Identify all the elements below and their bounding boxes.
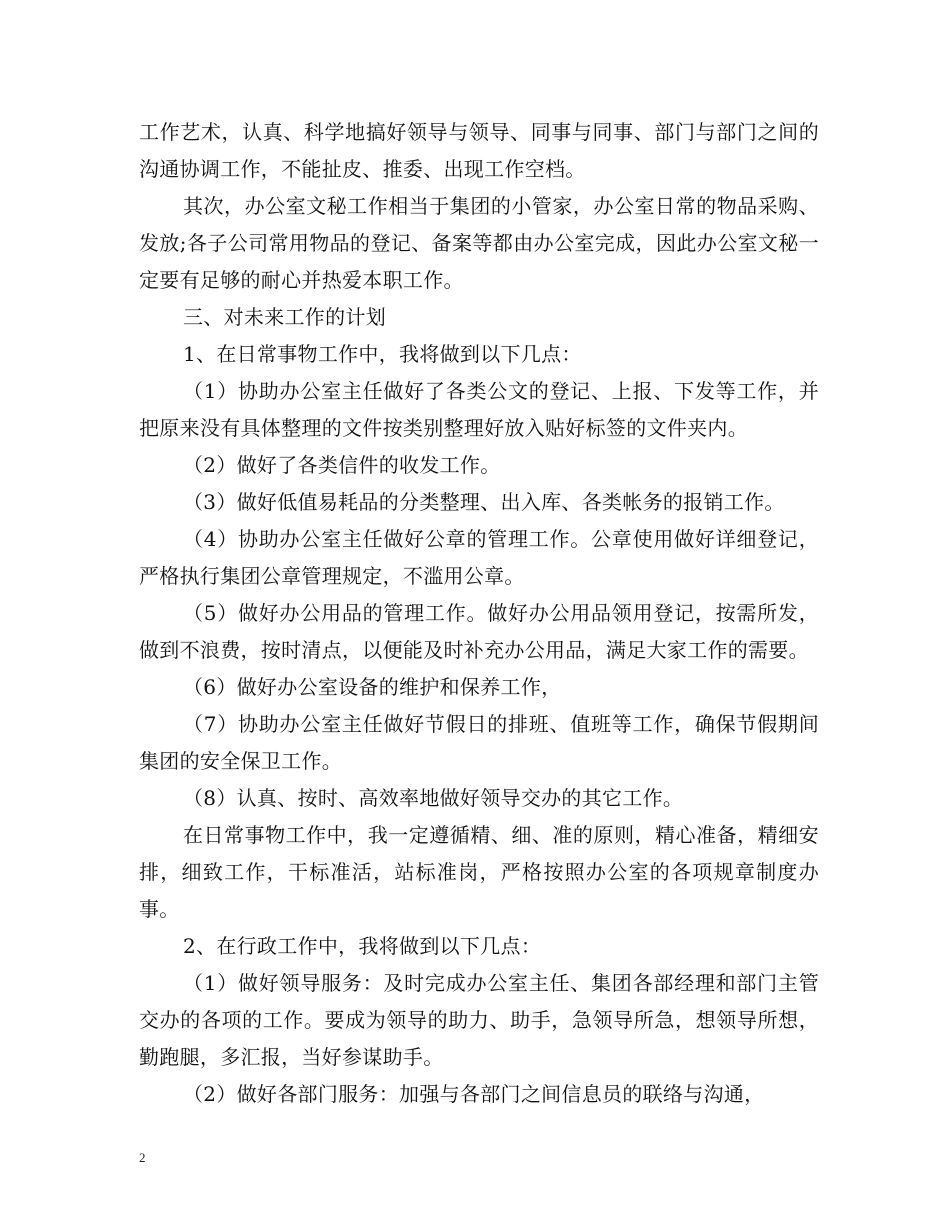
- paragraph-1: 工作艺术，认真、科学地搞好领导与领导、同事与同事、部门与部门之间的沟通协调工作，不能扯皮、推委、出现工作空档。: [139, 120, 819, 181]
- subsection-administrative-work: 2、在行政工作中，我将做到以下几点：: [183, 934, 542, 958]
- list-item-daily-4: （4）协助办公室主任做好公章的管理工作。公章使用做好详细登记，严格执行集团公章管理规定，不滥用公章。: [139, 527, 819, 588]
- list-item-daily-1: （1）协助办公室主任做好了各类公文的登记、上报、下发等工作，并把原来没有具体整理的文件按类别整理好放入贴好标签的文件夹内。: [139, 379, 819, 440]
- list-item-daily-7: （7）协助办公室主任做好节假日的排班、值班等工作，确保节假期间集团的安全保卫工作。: [139, 712, 819, 773]
- page-number: 2: [139, 1150, 146, 1165]
- list-item-daily-2: （2）做好了各类信件的收发工作。: [183, 453, 501, 477]
- section-heading-future-plan: 三、对未来工作的计划: [183, 305, 386, 329]
- paragraph-2: 其次，办公室文秘工作相当于集团的小管家，办公室日常的物品采购、发放;各子公司常用物品的登记、备案等都由办公室完成，因此办公室文秘一定要有足够的耐心并热爱本职工作。: [139, 194, 819, 292]
- list-item-daily-6: （6）做好办公室设备的维护和保养工作，: [183, 675, 562, 699]
- list-item-admin-1: （1）做好领导服务：及时完成办公室主任、集团各部经理和部门主管交办的各项的工作。要成为领导的助力、助手，急领导所急，想领导所想，勤跑腿，多汇报，当好参谋助手。: [139, 971, 819, 1069]
- paragraph-daily-summary: 在日常事物工作中，我一定遵循精、细、准的原则，精心准备，精细安排，细致工作，干标准活，站标准岗，严格按照办公室的各项规章制度办事。: [139, 823, 819, 921]
- list-item-daily-8: （8）认真、按时、高效率地做好领导交办的其它工作。: [183, 786, 684, 810]
- list-item-daily-5: （5）做好办公用品的管理工作。做好办公用品领用登记，按需所发，做到不浪费，按时清点，以便能及时补充办公用品，满足大家工作的需要。: [139, 601, 819, 662]
- document-body: [139, 114, 819, 1113]
- list-item-admin-2: （2）做好各部门服务：加强与各部门之间信息员的联络与沟通，: [183, 1082, 765, 1106]
- subsection-daily-affairs: 1、在日常事物工作中，我将做到以下几点：: [183, 342, 582, 366]
- list-item-daily-3: （3）做好低值易耗品的分类整理、出入库、各类帐务的报销工作。: [183, 490, 785, 514]
